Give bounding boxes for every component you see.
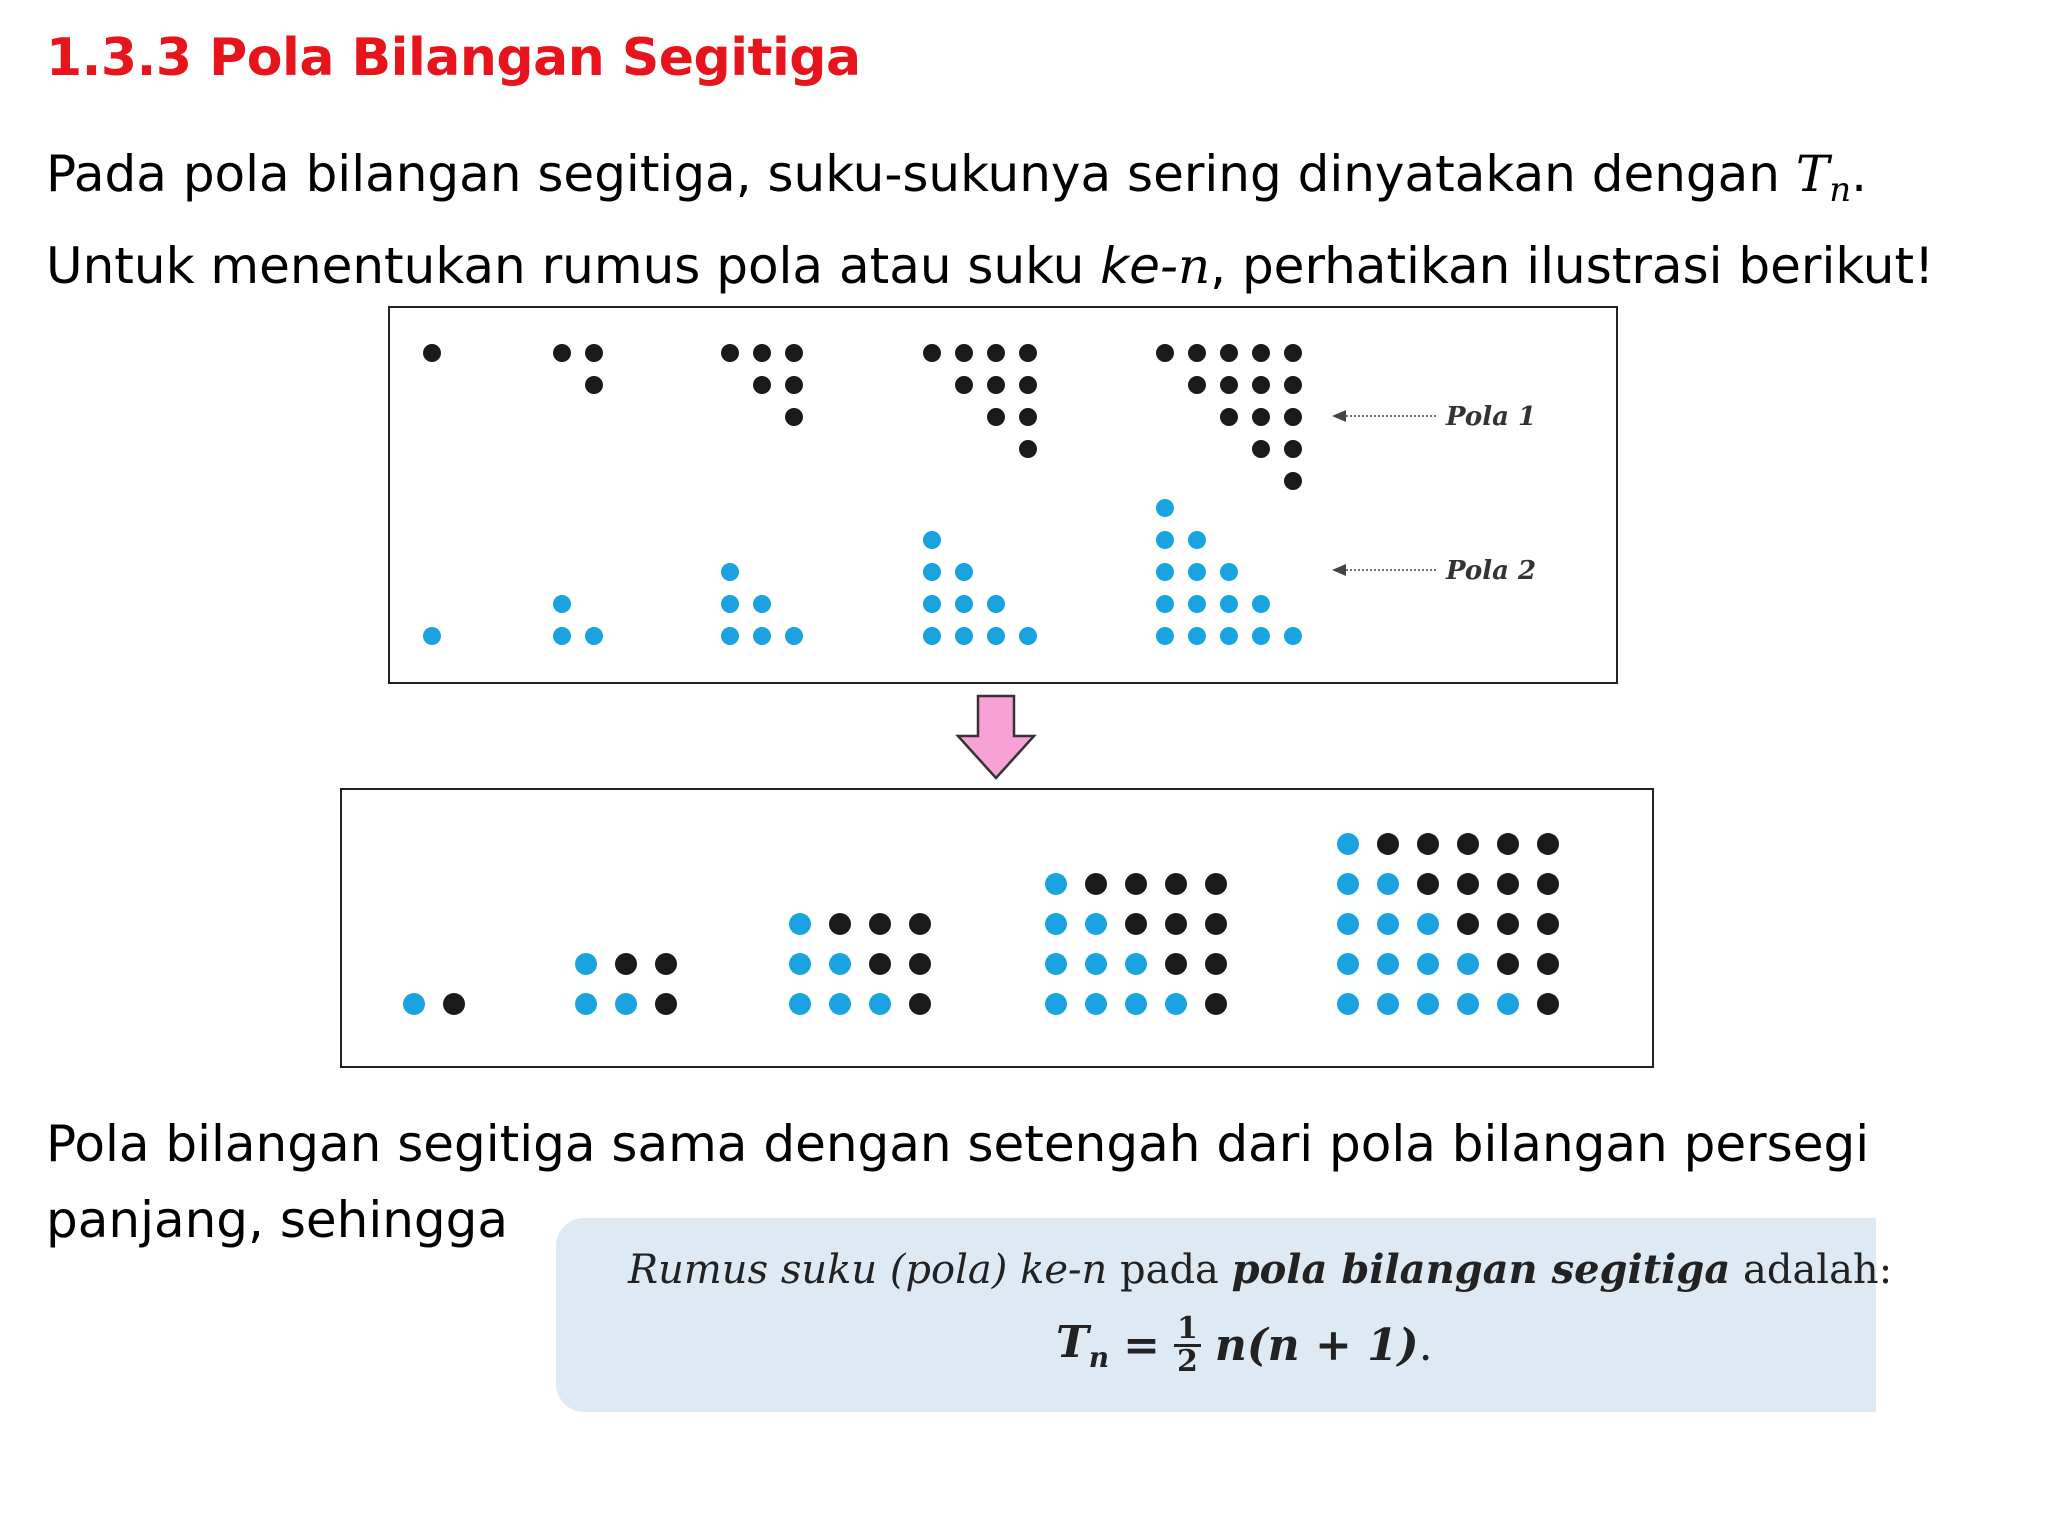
rect-black-dot [1085, 873, 1107, 895]
pola2-dot [1252, 627, 1270, 645]
rect-blue-dot [1417, 953, 1439, 975]
rect-blue-dot [789, 993, 811, 1015]
pola2-dot [785, 627, 803, 645]
rect-black-dot [1417, 873, 1439, 895]
rect-blue-dot [829, 993, 851, 1015]
formula-equation [1056, 1311, 1433, 1379]
rect-black-dot [1205, 873, 1227, 895]
rect-blue-dot [1457, 993, 1479, 1015]
pola1-dot [987, 376, 1005, 394]
rect-black-dot [909, 913, 931, 935]
pola2-dot [1156, 499, 1174, 517]
pola1-pointer [1332, 402, 1536, 432]
pola1-dot [423, 344, 441, 362]
pola2-arrow-icon [1332, 564, 1346, 576]
conclusion-line-2: panjang, sehingga [46, 1191, 509, 1249]
rect-blue-dot [1125, 953, 1147, 975]
pola1-dot [955, 344, 973, 362]
rect-black-dot [1125, 913, 1147, 935]
rect-blue-dot [1337, 913, 1359, 935]
rectangle-patterns-figure [342, 790, 1652, 1066]
pola2-dot [1156, 627, 1174, 645]
pola2-dot [721, 563, 739, 581]
pola1-dot [923, 344, 941, 362]
rect-black-dot [1497, 953, 1519, 975]
pola2-dot [955, 627, 973, 645]
rect-blue-dot [1337, 873, 1359, 895]
rect-black-dot [1457, 873, 1479, 895]
rect-blue-dot [1085, 953, 1107, 975]
rectangle-patterns-panel [340, 788, 1654, 1068]
pola2-dot [987, 595, 1005, 613]
rect-blue-dot [1045, 913, 1067, 935]
rect-black-dot [443, 993, 465, 1015]
formula-caption [628, 1246, 1892, 1293]
pola1-dot [1019, 408, 1037, 426]
intro-line-2-italic: ke- [1100, 237, 1178, 295]
pola1-dot [721, 344, 739, 362]
formula-frac-num: 1 [1174, 1314, 1201, 1347]
pola2-dot [585, 627, 603, 645]
rect-black-dot [1417, 833, 1439, 855]
pola1-dot [1220, 344, 1238, 362]
down-arrow-icon [954, 694, 1038, 782]
rect-black-dot [1497, 833, 1519, 855]
pola1-dot [1188, 344, 1206, 362]
pola2-dots [423, 499, 1302, 645]
rect-blue-dot [1377, 953, 1399, 975]
rect-black-dot [1125, 873, 1147, 895]
rect-blue-dot [1497, 993, 1519, 1015]
pola1-dot [1284, 408, 1302, 426]
formula-lhs-symbol: T [1056, 1317, 1089, 1369]
rect-black-dot [1497, 913, 1519, 935]
formula-word-4: pada [1120, 1247, 1219, 1293]
formula-rhs [1215, 1320, 1433, 1371]
pola2-dot [987, 627, 1005, 645]
pola1-dot [785, 376, 803, 394]
intro-line-1-text: Pada pola bilangan segitiga, suku-sukunya sering dinyatakan dengan [46, 145, 1796, 203]
intro-line-1 [46, 136, 1934, 228]
rect-blue-dot [1417, 913, 1439, 935]
rect-black-dot [1537, 913, 1559, 935]
rect-blue-dot [1165, 993, 1187, 1015]
pola2-dot [753, 627, 771, 645]
rect-blue-dot [575, 953, 597, 975]
pola1-dot [785, 344, 803, 362]
rect-blue-dot [1045, 953, 1067, 975]
rect-blue-dot [1417, 993, 1439, 1015]
rect-blue-dot [789, 913, 811, 935]
formula-lhs-sub-text: n [1088, 1340, 1110, 1374]
pola1-dot [1019, 376, 1037, 394]
intro-line-2 [46, 228, 1934, 304]
formula-word-1: Rumus suku [628, 1247, 878, 1293]
pola2-dot [553, 627, 571, 645]
pola2-dot [721, 627, 739, 645]
pola1-arrow-icon [1332, 410, 1346, 422]
pola1-dot [1019, 440, 1037, 458]
pola2-dot [1188, 531, 1206, 549]
rect-blue-dot [1457, 953, 1479, 975]
pola1-dot [585, 344, 603, 362]
rect-black-dot [1457, 913, 1479, 935]
rect-black-dot [1537, 993, 1559, 1015]
formula-word-5: pola bilangan segitiga [1231, 1246, 1731, 1293]
rect-black-dot [1165, 873, 1187, 895]
rect-black-dot [869, 953, 891, 975]
rect-black-dot [655, 993, 677, 1015]
rect-blue-dot [1045, 993, 1067, 1015]
rect-black-dot [909, 993, 931, 1015]
rect-black-dot [1165, 953, 1187, 975]
formula-word-6: adalah: [1742, 1247, 1893, 1293]
pola2-dot [753, 595, 771, 613]
pola1-dot [1284, 440, 1302, 458]
intro-line-2-end: , perhatikan ilustrasi berikut! [1210, 237, 1935, 295]
pola2-dot [1188, 563, 1206, 581]
rect-black-dot [1537, 873, 1559, 895]
rect-blue-dot [1337, 993, 1359, 1015]
rect-blue-dot [789, 953, 811, 975]
intro-paragraph [46, 136, 1934, 304]
pola1-dot [1284, 472, 1302, 490]
rect-blue-dot [1085, 993, 1107, 1015]
rect-black-dot [909, 953, 931, 975]
formula-end: . [1418, 1320, 1433, 1371]
formula-fraction [1174, 1311, 1201, 1379]
pola2-dot [1188, 595, 1206, 613]
pola2-dot [1156, 595, 1174, 613]
pola2-dot [1156, 531, 1174, 549]
rect-blue-dot [1085, 913, 1107, 935]
pola2-label: Pola 2 [1446, 556, 1537, 586]
pola1-dot [987, 344, 1005, 362]
formula-equals: = [1123, 1320, 1160, 1371]
pola2-dot [1220, 563, 1238, 581]
intro-line-2-start: Untuk menentukan rumus pola atau suku [46, 237, 1101, 295]
rect-black-dot [1537, 953, 1559, 975]
pola1-label: Pola 1 [1446, 402, 1537, 432]
rect-blue-dot [1377, 913, 1399, 935]
conclusion-line-1: Pola bilangan segitiga sama dengan setengah dari pola bilangan persegi [46, 1115, 1870, 1173]
pola1-dot [553, 344, 571, 362]
page-title: 1.3.3 Pola Bilangan Segitiga [46, 28, 861, 88]
pola1-dot [785, 408, 803, 426]
rect-blue-dot [869, 993, 891, 1015]
rect-blue-dot [575, 993, 597, 1015]
rectangle-dots [403, 833, 1559, 1015]
rect-blue-dot [1377, 873, 1399, 895]
formula-frac-den: 2 [1176, 1344, 1198, 1379]
rect-black-dot [655, 953, 677, 975]
pola2-dot [1252, 595, 1270, 613]
down-arrow-shape [958, 696, 1034, 778]
rect-black-dot [869, 913, 891, 935]
pola1-dot [1220, 376, 1238, 394]
formula-word-3: ke-n [1020, 1247, 1108, 1293]
pola2-dot [1188, 627, 1206, 645]
pola2-dot [553, 595, 571, 613]
formula-rhs-text: n(n + 1) [1214, 1320, 1419, 1371]
tn-subscript: n [1829, 170, 1852, 210]
triangle-patterns-panel [388, 306, 1618, 684]
n-symbol: n [1177, 237, 1211, 295]
rect-blue-dot [1125, 993, 1147, 1015]
pola1-dot [1220, 408, 1238, 426]
pola2-dot [1220, 595, 1238, 613]
pola1-dot [1188, 376, 1206, 394]
pola1-dot [955, 376, 973, 394]
pola1-dot [1252, 408, 1270, 426]
pola1-dot [1284, 344, 1302, 362]
formula-lhs-sub [1089, 1341, 1109, 1374]
rect-black-dot [1457, 833, 1479, 855]
pola2-dot [923, 595, 941, 613]
pola1-dot [753, 376, 771, 394]
pola1-dot [1252, 376, 1270, 394]
pola1-dot [585, 376, 603, 394]
rect-black-dot [1205, 953, 1227, 975]
formula-word-2: (pola) [889, 1247, 1008, 1293]
rect-black-dot [1537, 833, 1559, 855]
rect-black-dot [1377, 833, 1399, 855]
pola1-dots [423, 344, 1302, 490]
intro-line-1-end: . [1851, 145, 1868, 203]
pola2-dot [1019, 627, 1037, 645]
rect-black-dot [1165, 913, 1187, 935]
pola2-dot [1156, 563, 1174, 581]
pola1-dot [1252, 440, 1270, 458]
rect-black-dot [615, 953, 637, 975]
rect-black-dot [1205, 993, 1227, 1015]
rect-blue-dot [1337, 833, 1359, 855]
pola1-dot [1252, 344, 1270, 362]
pola2-dot [923, 563, 941, 581]
pola2-dot [1284, 627, 1302, 645]
rect-blue-dot [829, 953, 851, 975]
pola2-dot [923, 531, 941, 549]
pola2-dot [1220, 627, 1238, 645]
formula-lhs [1056, 1317, 1109, 1374]
tn-symbol: T [1795, 145, 1830, 203]
pola1-dot [987, 408, 1005, 426]
rect-blue-dot [615, 993, 637, 1015]
triangle-patterns-figure [390, 308, 1616, 682]
pola1-dot [1156, 344, 1174, 362]
rect-blue-dot [1337, 953, 1359, 975]
pola1-dot [1019, 344, 1037, 362]
rect-black-dot [829, 913, 851, 935]
pola1-dot [1284, 376, 1302, 394]
pola2-dot [955, 563, 973, 581]
rect-blue-dot [1045, 873, 1067, 895]
pola2-dot [423, 627, 441, 645]
rect-black-dot [1205, 913, 1227, 935]
formula-box [556, 1218, 1893, 1412]
rect-blue-dot [403, 993, 425, 1015]
rect-blue-dot [1377, 993, 1399, 1015]
pola1-dot [753, 344, 771, 362]
pola2-pointer [1332, 556, 1536, 586]
pola2-dot [721, 595, 739, 613]
pola2-dot [923, 627, 941, 645]
pola2-dot [955, 595, 973, 613]
rect-black-dot [1497, 873, 1519, 895]
